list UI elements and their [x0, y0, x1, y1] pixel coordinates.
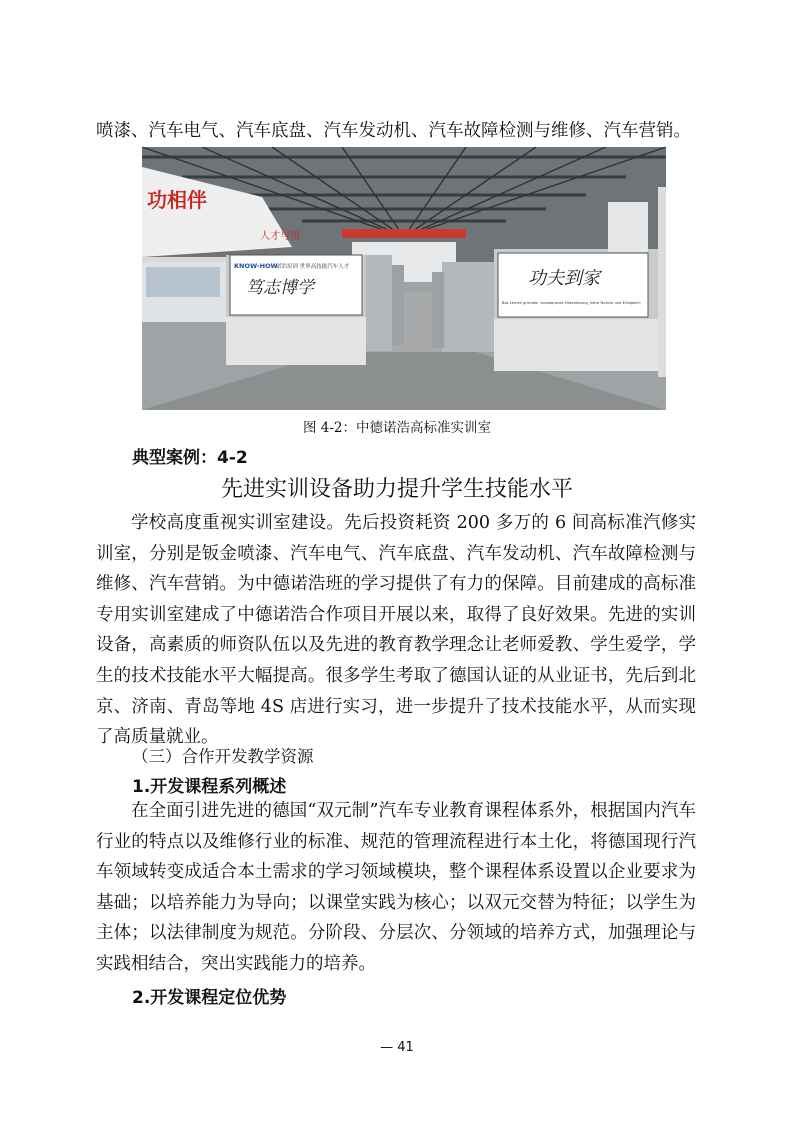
- wall-sign-tail: 人才与用: [260, 231, 300, 242]
- heading-course-positioning: 2.开发课程定位优势: [132, 988, 287, 1008]
- board-slogan: 诺浩培训 世界高技能汽车人才: [276, 264, 350, 270]
- board-calligraphy-right: 功夫到家: [528, 268, 600, 289]
- board-brand: KNOW-HOW: [234, 262, 278, 270]
- training-room-photo: [142, 147, 666, 410]
- page-number: — 41: [380, 1040, 414, 1055]
- case-paragraph: 学校高度重视实训室建设。先后投资耗资 200 多万的 6 间高标准汽修实训室，分别是钣金喷漆、汽车电气、汽车底盘、汽车发动机、汽车故障检测与维修、汽车营销。为中德诺浩班的学习提供了有力的保障。目前建成的高标准专用实训室建成了中德诺浩合作项目开展以来，取得了良好效果。先进的实训设备，高素质的师资队伍以及先进的教育教学理念让老师爱教、学生爱学，学生的技术技能水平大幅提高。很多学生考取了德国认证的从业证书，先后到北京、济南、青岛等地 4S 店进行实习，进一步提升了技术技能水平，从而实现了高质量就业。: [96, 513, 696, 748]
- course-overview-paragraph: 在全面引进先进的德国“双元制”汽车专业教育课程体系外，根据国内汽车行业的特点以及维修行业的标准、规范的管理流程进行本土化，将德国现行汽车领域转变成适合本土需求的学习领域模块，整个课程体系设置以企业要求为基础；以培养能力为导向；以课堂实践为核心；以双元交替为特征；以学生为主体；以法律制度为规范。分阶段、分层次、分领域的培养方式，加强理论与实践相结合，突出实践能力的培养。: [96, 801, 696, 974]
- figure-caption: 图 4-2：中德诺浩高标准实训室: [302, 420, 492, 436]
- case-label: 典型案例：4-2: [132, 448, 248, 468]
- continued-text-line: 喷漆、汽车电气、汽车底盘、汽车发动机、汽车故障检测与维修、汽车营销。: [96, 121, 691, 141]
- case-title: 先进实训设备助力提升学生技能水平: [220, 477, 573, 502]
- section-subtitle: （三）合作开发教学资源: [132, 747, 314, 766]
- heading-course-overview: 1.开发课程系列概述: [132, 777, 287, 797]
- board-subtitle: Bas Lernen gründen, konsequente Übersetzung, hohe Technik und Erfolgeich: [502, 301, 641, 305]
- board-calligraphy-left: 笃志博学: [246, 278, 314, 298]
- wall-sign-text: 功相伴: [147, 188, 207, 212]
